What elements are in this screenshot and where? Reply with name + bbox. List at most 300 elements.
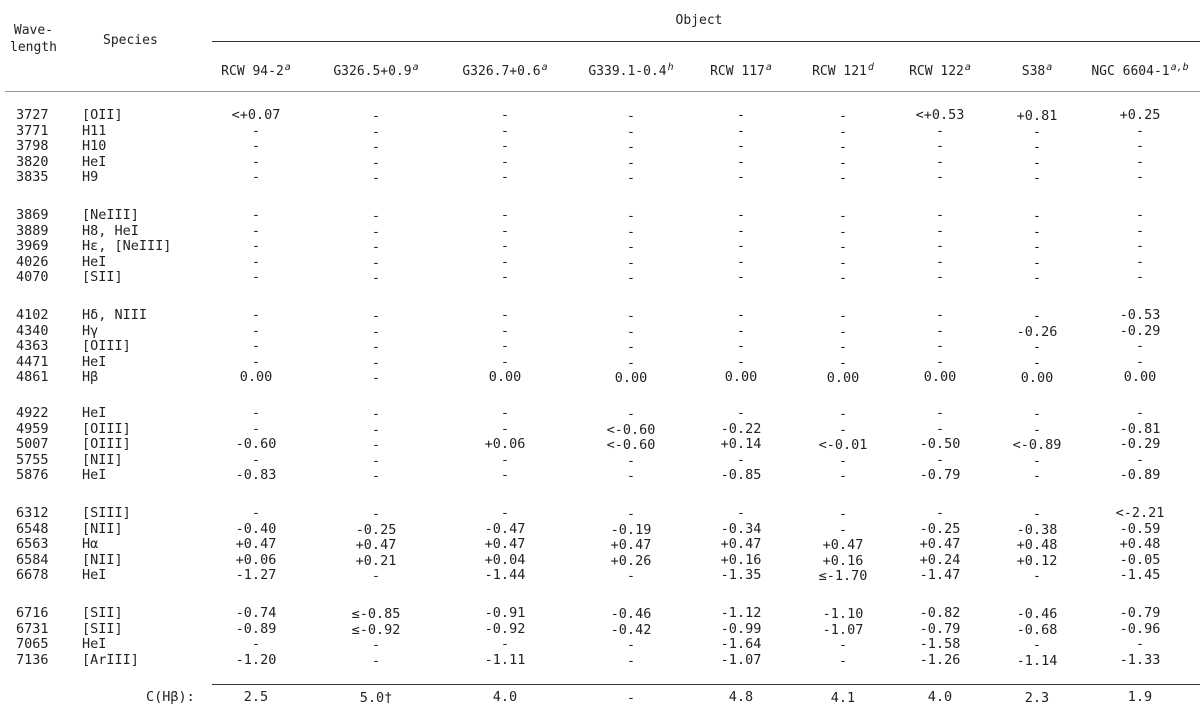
value-cell: -: [1032, 406, 1042, 422]
value-cell: -: [838, 506, 848, 522]
value-cell: -: [1135, 451, 1145, 468]
value-cell: -: [251, 420, 261, 437]
value-cell: -0.79: [919, 467, 961, 484]
value-cell: -0.25: [355, 521, 397, 538]
wavelength-cell: 3771: [16, 122, 49, 139]
object-footnote-marker: a: [541, 62, 548, 73]
value-cell: -: [838, 421, 848, 438]
object-header: Object: [675, 13, 723, 28]
object-name: RCW 117: [710, 64, 765, 79]
value-cell: -: [371, 308, 381, 324]
value-cell: -: [371, 354, 381, 371]
value-cell: -0.99: [720, 620, 762, 637]
c-hbeta-value: 4.0: [927, 689, 953, 705]
object-footnote-marker: a: [284, 62, 291, 73]
species-cell: HeI: [82, 636, 107, 653]
value-cell: -: [1135, 636, 1145, 653]
value-cell: -: [626, 139, 636, 156]
value-cell: -: [935, 122, 945, 139]
value-cell: -: [371, 406, 381, 422]
value-cell: -: [371, 239, 381, 256]
value-cell: -: [935, 222, 945, 239]
value-cell: +0.47: [235, 536, 277, 553]
value-cell: -: [500, 636, 510, 653]
value-cell: <-0.60: [606, 421, 656, 438]
value-cell: -: [935, 169, 945, 186]
c-hbeta-value: -: [626, 690, 636, 706]
species-cell: Hγ: [82, 322, 99, 339]
object-column-header: [462, 62, 547, 79]
value-cell: +0.06: [235, 551, 277, 568]
species-cell: [SII]: [82, 269, 123, 286]
value-cell: -0.29: [1119, 436, 1161, 453]
object-footnote-marker: a: [765, 62, 772, 73]
value-cell: -: [935, 405, 945, 421]
c-hbeta-value: 4.1: [830, 690, 856, 706]
value-cell: -: [251, 451, 261, 468]
value-cell: -: [1032, 208, 1042, 224]
wavelength-cell: 4026: [16, 253, 49, 270]
object-header-rule: [212, 41, 1200, 42]
value-cell: -1.58: [919, 636, 961, 653]
value-cell: -: [838, 637, 848, 654]
value-cell: 0.00: [488, 369, 522, 386]
value-cell: -: [371, 108, 381, 124]
species-header: Species: [103, 33, 158, 48]
object-footnote-marker: a,b: [1170, 62, 1189, 73]
value-cell: -: [626, 354, 636, 371]
value-cell: -: [251, 238, 261, 255]
value-cell: -: [251, 307, 261, 323]
value-cell: -: [1135, 405, 1145, 421]
value-cell: -: [500, 138, 510, 155]
value-cell: -: [500, 222, 510, 239]
value-cell: -: [371, 139, 381, 156]
value-cell: -: [838, 139, 848, 156]
value-cell: -: [500, 207, 510, 223]
value-cell: -: [1032, 270, 1042, 287]
value-cell: 0.00: [826, 370, 860, 387]
value-cell: +0.48: [1016, 537, 1058, 554]
value-cell: -0.68: [1016, 621, 1058, 638]
value-cell: -: [838, 468, 848, 485]
value-cell: -0.22: [720, 420, 762, 437]
value-cell: -: [1032, 254, 1042, 271]
wavelength-cell: 3869: [16, 207, 49, 223]
value-cell: -0.82: [919, 605, 961, 621]
value-cell: -: [838, 254, 848, 271]
value-cell: -0.96: [1119, 620, 1161, 637]
value-cell: 0.00: [923, 369, 957, 386]
value-cell: +0.47: [355, 537, 397, 554]
species-cell: Hε, [NeIII]: [82, 238, 172, 255]
species-cell: H8, HeI: [82, 222, 139, 239]
object-column-header: [333, 62, 418, 79]
value-cell: -0.60: [235, 436, 277, 453]
value-cell: +0.04: [484, 551, 526, 568]
species-cell: Hδ, NIII: [82, 307, 148, 323]
value-cell: -: [1032, 154, 1042, 171]
value-cell: -: [626, 254, 636, 271]
value-cell: -: [371, 468, 381, 485]
value-cell: -: [838, 154, 848, 171]
value-cell: -: [1135, 269, 1145, 286]
species-cell: [OII]: [82, 107, 123, 123]
value-cell: -: [371, 223, 381, 240]
value-cell: -: [1032, 308, 1042, 324]
value-cell: -: [935, 322, 945, 339]
wavelength-cell: 3889: [16, 222, 49, 239]
value-cell: +0.47: [919, 536, 961, 553]
value-cell: -: [626, 108, 636, 124]
value-cell: -: [626, 223, 636, 240]
value-cell: -: [251, 405, 261, 421]
value-cell: -0.46: [610, 606, 652, 622]
value-cell: -: [736, 353, 746, 370]
value-cell: -: [1135, 353, 1145, 370]
wavelength-cell: 7065: [16, 636, 49, 653]
value-cell: -: [935, 451, 945, 468]
value-cell: -: [1032, 239, 1042, 256]
value-cell: -: [626, 637, 636, 654]
value-cell: -: [626, 170, 636, 187]
value-cell: -: [1135, 153, 1145, 170]
c-hbeta-value: 5.0†: [359, 690, 393, 706]
object-column-header: [710, 62, 772, 79]
value-cell: -: [371, 170, 381, 187]
value-cell: -0.79: [919, 620, 961, 637]
species-cell: HeI: [82, 467, 107, 484]
value-cell: -: [736, 338, 746, 355]
value-cell: <-2.21: [1115, 505, 1165, 521]
wavelength-cell: 6678: [16, 567, 49, 584]
value-cell: -: [371, 339, 381, 356]
value-cell: -: [838, 452, 848, 469]
value-cell: -1.47: [919, 567, 961, 584]
value-cell: -: [500, 405, 510, 421]
value-cell: -1.07: [720, 651, 762, 668]
value-cell: -: [371, 254, 381, 271]
value-cell: -: [736, 207, 746, 223]
value-cell: -: [838, 239, 848, 256]
value-cell: -: [935, 253, 945, 270]
wavelength-cell: 4363: [16, 338, 49, 355]
value-cell: -: [371, 568, 381, 585]
value-cell: -0.25: [919, 520, 961, 537]
value-cell: -: [838, 270, 848, 287]
value-cell: -: [736, 222, 746, 239]
value-cell: -0.26: [1016, 323, 1058, 340]
value-cell: -: [838, 208, 848, 224]
value-cell: <+0.07: [231, 107, 281, 123]
species-cell: HeI: [82, 253, 107, 270]
wavelength-cell: 5007: [16, 436, 49, 453]
value-cell: -: [1032, 139, 1042, 156]
object-name: G326.5+0.9: [333, 64, 412, 79]
value-cell: -: [500, 253, 510, 270]
value-cell: -0.47: [484, 520, 526, 537]
value-cell: -: [935, 207, 945, 223]
wavelength-header: Wave- length: [10, 23, 57, 55]
value-cell: -: [736, 153, 746, 170]
value-cell: -: [736, 122, 746, 139]
value-cell: -: [500, 153, 510, 170]
value-cell: -1.33: [1119, 651, 1161, 668]
value-cell: -: [626, 506, 636, 522]
wavelength-cell: 6548: [16, 520, 49, 537]
value-cell: -: [371, 154, 381, 171]
value-cell: -: [1135, 207, 1145, 223]
wavelength-cell: 3727: [16, 107, 49, 123]
species-cell: [SII]: [82, 620, 123, 637]
wavelength-cell: 3820: [16, 153, 49, 170]
value-cell: -: [626, 308, 636, 324]
value-cell: -: [626, 406, 636, 422]
object-column-header: [588, 62, 673, 79]
value-cell: -0.19: [610, 521, 652, 538]
value-cell: -: [838, 339, 848, 356]
value-cell: -0.91: [484, 605, 526, 621]
value-cell: -: [736, 238, 746, 255]
wavelength-cell: 3969: [16, 238, 49, 255]
value-cell: -0.38: [1016, 521, 1058, 538]
value-cell: -: [935, 238, 945, 255]
species-cell: H9: [82, 169, 99, 186]
value-cell: -1.07: [822, 621, 864, 638]
object-column-header: [1022, 62, 1053, 79]
wavelength-cell: 6563: [16, 536, 49, 553]
value-cell: -: [251, 353, 261, 370]
value-cell: -: [626, 568, 636, 585]
value-cell: -: [935, 338, 945, 355]
value-cell: -: [935, 353, 945, 370]
value-cell: 0.00: [614, 370, 648, 387]
value-cell: ≤-1.70: [818, 568, 868, 585]
object-column-header: [909, 62, 971, 79]
value-cell: -: [500, 338, 510, 355]
value-cell: -: [251, 505, 261, 521]
value-cell: -: [736, 269, 746, 286]
value-cell: -: [1032, 354, 1042, 371]
value-cell: -: [500, 505, 510, 521]
value-cell: -: [626, 239, 636, 256]
value-cell: +0.12: [1016, 552, 1058, 569]
value-cell: -: [371, 437, 381, 454]
value-cell: -: [1135, 122, 1145, 139]
c-hbeta-value: 2.5: [243, 689, 269, 705]
value-cell: -0.81: [1119, 420, 1161, 437]
wavelength-cell: 5876: [16, 467, 49, 484]
species-cell: [NII]: [82, 520, 123, 537]
value-cell: -1.35: [720, 567, 762, 584]
value-cell: -: [838, 521, 848, 538]
value-cell: -: [371, 270, 381, 287]
value-cell: -: [371, 637, 381, 654]
value-cell: -: [736, 405, 746, 421]
value-cell: -: [626, 270, 636, 287]
value-cell: -0.89: [1119, 467, 1161, 484]
value-cell: -: [500, 169, 510, 186]
wavelength-cell: 4070: [16, 269, 49, 286]
value-cell: -: [1135, 169, 1145, 186]
wavelength-cell: 6731: [16, 620, 49, 637]
value-cell: -: [736, 307, 746, 323]
value-cell: -: [500, 122, 510, 139]
value-cell: -: [251, 169, 261, 186]
value-cell: -1.45: [1119, 567, 1161, 584]
species-cell: [SII]: [82, 605, 123, 621]
value-cell: -0.74: [235, 605, 277, 621]
value-cell: -: [1032, 170, 1042, 187]
value-cell: -: [838, 108, 848, 124]
value-cell: -1.27: [235, 567, 277, 584]
value-cell: -1.14: [1016, 652, 1058, 669]
value-cell: -: [251, 636, 261, 653]
value-cell: ≤-0.85: [351, 606, 401, 622]
value-cell: +0.81: [1016, 108, 1058, 124]
value-cell: <-0.89: [1012, 437, 1062, 454]
value-cell: ≤-0.92: [351, 621, 401, 638]
value-cell: -: [251, 322, 261, 339]
wavelength-cell: 6312: [16, 505, 49, 521]
value-cell: -: [838, 323, 848, 340]
wavelength-cell: 4861: [16, 369, 49, 386]
value-cell: <-0.60: [606, 437, 656, 454]
wavelength-cell: 7136: [16, 651, 49, 668]
value-cell: -: [1032, 468, 1042, 485]
species-cell: [OIII]: [82, 338, 131, 355]
value-cell: +0.48: [1119, 536, 1161, 553]
object-name: S38: [1021, 64, 1046, 79]
species-cell: HeI: [82, 153, 107, 170]
value-cell: -: [251, 338, 261, 355]
object-footnote-marker: a: [964, 62, 971, 73]
value-cell: -: [371, 208, 381, 224]
value-cell: -: [1032, 123, 1042, 140]
value-cell: -: [251, 207, 261, 223]
value-cell: -: [500, 269, 510, 286]
species-cell: H11: [82, 122, 107, 139]
c-hbeta-value: 4.8: [728, 689, 754, 705]
object-footnote-marker: h: [667, 62, 674, 73]
value-cell: -0.89: [235, 620, 277, 637]
wavelength-cell: 3835: [16, 169, 49, 186]
value-cell: -: [1135, 222, 1145, 239]
value-cell: -: [935, 505, 945, 521]
value-cell: -: [838, 652, 848, 669]
value-cell: -: [251, 153, 261, 170]
value-cell: -: [1032, 339, 1042, 356]
species-cell: [NeIII]: [82, 207, 139, 223]
value-cell: -: [736, 253, 746, 270]
value-cell: +0.47: [484, 536, 526, 553]
value-cell: -: [500, 307, 510, 323]
object-column-header: [221, 62, 291, 79]
value-cell: -: [1032, 568, 1042, 585]
value-cell: +0.14: [720, 436, 762, 453]
value-cell: -0.59: [1119, 520, 1161, 537]
value-cell: +0.47: [720, 536, 762, 553]
value-cell: -1.64: [720, 636, 762, 653]
value-cell: -: [251, 269, 261, 286]
value-cell: -: [371, 123, 381, 140]
value-cell: -: [1032, 452, 1042, 469]
value-cell: -0.29: [1119, 322, 1161, 339]
value-cell: -0.53: [1119, 307, 1161, 323]
value-cell: -: [1032, 637, 1042, 654]
value-cell: -1.12: [720, 605, 762, 621]
value-cell: -: [1135, 253, 1145, 270]
value-cell: -: [935, 307, 945, 323]
value-cell: -: [371, 452, 381, 469]
value-cell: +0.16: [822, 552, 864, 569]
wavelength-cell: 4471: [16, 353, 49, 370]
value-cell: -1.44: [484, 567, 526, 584]
value-cell: +0.24: [919, 551, 961, 568]
c-hbeta-value: 1.9: [1127, 689, 1153, 705]
value-cell: -: [838, 170, 848, 187]
species-cell: [ArIII]: [82, 651, 139, 668]
header-bottom-rule: [5, 91, 1200, 92]
object-footnote-marker: a: [1046, 62, 1053, 73]
value-cell: -: [251, 122, 261, 139]
value-cell: -0.34: [720, 520, 762, 537]
value-cell: 0.00: [239, 369, 273, 386]
species-cell: [SIII]: [82, 505, 131, 521]
value-cell: <-0.01: [818, 437, 868, 454]
object-footnote-marker: d: [867, 62, 874, 73]
value-cell: -1.11: [484, 651, 526, 668]
value-cell: -: [736, 169, 746, 186]
value-cell: -: [838, 406, 848, 422]
value-cell: -0.83: [235, 467, 277, 484]
value-cell: +0.06: [484, 436, 526, 453]
species-cell: [NII]: [82, 451, 123, 468]
value-cell: -0.92: [484, 620, 526, 637]
value-cell: -: [626, 339, 636, 356]
value-cell: -: [500, 420, 510, 437]
value-cell: -0.46: [1016, 606, 1058, 622]
object-name: RCW 121: [812, 64, 867, 79]
value-cell: -1.10: [822, 606, 864, 622]
species-cell: Hα: [82, 536, 99, 553]
object-name: RCW 94-2: [221, 64, 284, 79]
c-hbeta-value: 2.3: [1024, 690, 1050, 706]
value-cell: -: [1135, 138, 1145, 155]
value-cell: -: [371, 370, 381, 387]
value-cell: +0.21: [355, 552, 397, 569]
value-cell: -: [626, 123, 636, 140]
value-cell: -0.79: [1119, 605, 1161, 621]
object-name: G339.1-0.4: [588, 64, 667, 79]
value-cell: -: [500, 238, 510, 255]
value-cell: -: [626, 652, 636, 669]
c-hbeta-value: 4.0: [492, 689, 518, 705]
value-cell: -: [838, 123, 848, 140]
object-column-header: [1091, 62, 1188, 79]
species-cell: Hβ: [82, 369, 99, 386]
wavelength-cell: 6716: [16, 605, 49, 621]
value-cell: -: [500, 107, 510, 123]
c-hbeta-label: C(Hβ):: [146, 689, 195, 705]
value-cell: -: [838, 223, 848, 240]
value-cell: -: [500, 467, 510, 484]
value-cell: -: [371, 506, 381, 522]
value-cell: -: [1135, 238, 1145, 255]
value-cell: +0.26: [610, 552, 652, 569]
value-cell: -1.20: [235, 651, 277, 668]
value-cell: -: [935, 138, 945, 155]
